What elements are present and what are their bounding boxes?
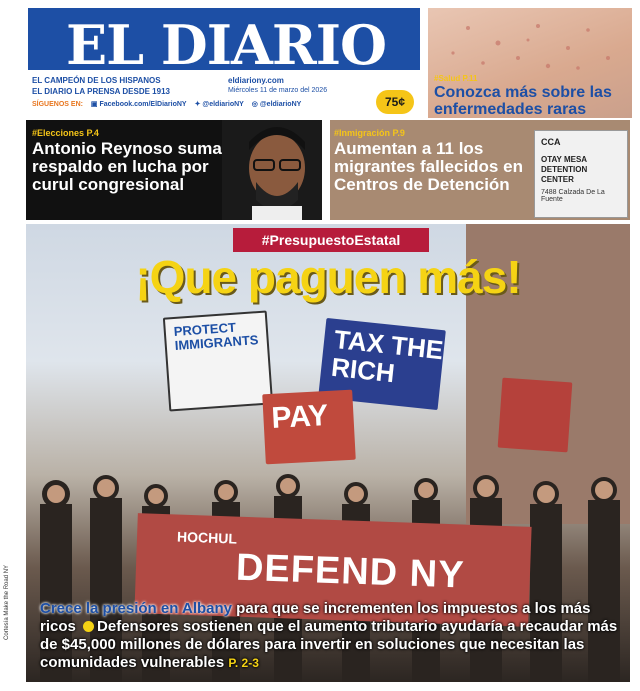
facebook-icon: ▣ — [90, 101, 100, 108]
caption-text-2: ayudaría a recaudar más de $45,000 millones de dólares para invertir en soluciones que necesitan las comunidades vulnerables — [40, 618, 618, 671]
instagram-link[interactable]: ◎ @eldiarioNY — [251, 101, 302, 108]
protest-sign-pay: PAY — [262, 390, 356, 465]
social-links — [32, 100, 307, 108]
price-badge: 75¢ — [376, 90, 414, 114]
social-label: SÍGUENOS EN: — [32, 101, 83, 108]
tagline: EL CAMPEÓN DE LOS HISPANOS — [32, 76, 161, 85]
sign-logo: CCA — [541, 137, 561, 147]
story-elecciones[interactable] — [26, 120, 322, 220]
promo-kicker: #Salud P.11 — [434, 74, 478, 83]
tagline-secondary: EL DIARIO LA PRENSA DESDE 1913 — [32, 87, 170, 96]
twitter-link[interactable]: ✦ @eldiarioNY — [194, 101, 244, 108]
story-kicker: #Inmigración P.9 — [334, 128, 405, 138]
detention-center-sign — [534, 130, 628, 218]
bullet-dot-icon — [83, 621, 94, 632]
website-link[interactable]: eldiariony.com — [228, 76, 284, 85]
twitter-icon: ✦ — [194, 101, 203, 108]
caption-highlight: Crece la presión en Albany — [40, 600, 233, 617]
caption-text: para que se incrementen los impuestos a los más ricos — [40, 600, 591, 635]
caption-lead-in: Defensores sostienen que el aumento tributario — [97, 618, 438, 635]
newspaper-logo: EL DIARIO — [66, 13, 387, 77]
lead-headline: ¡Que paguen más! — [135, 251, 521, 303]
instagram-icon: ◎ — [251, 101, 260, 108]
promo-title: Conozca más sobre las enfermedades raras — [434, 84, 612, 118]
page-bottom-margin — [0, 682, 640, 691]
protest-sign-tax-the-rich: TAX THE RICH — [318, 318, 446, 410]
story-headline: Aumentan a 11 los migrantes fallecidos en Centros de Detención — [334, 139, 523, 194]
banner-top-text: HOCHUL — [176, 528, 238, 547]
issue-date: Miércoles 11 de marzo del 2026 — [228, 87, 328, 94]
banner-main-text: DEFEND NY — [235, 546, 466, 597]
photo-credit: Cortesía Make the Road NY — [4, 564, 10, 640]
protest-sign-protect-immigrants: PROTECT IMMIGRANTS — [163, 310, 273, 411]
sign-address: 7488 Calzada De La Fuente — [541, 189, 605, 203]
section-hashtag: #PresupuestoEstatal — [233, 228, 429, 252]
logo-banner — [28, 8, 420, 77]
candidate-portrait — [222, 120, 322, 220]
story-headline: Antonio Reynoso suma respaldo en lucha por curul congresional — [32, 139, 222, 194]
protest-sign-red — [498, 378, 573, 453]
lead-caption — [40, 600, 620, 672]
story-kicker: #Elecciones P.4 — [32, 128, 99, 138]
facebook-link[interactable]: ▣ Facebook.com/ElDiarioNY — [90, 101, 187, 108]
sign-name: OTAY MESA DETENTION CENTER — [541, 155, 588, 184]
promo-box[interactable] — [428, 8, 632, 118]
story-inmigracion[interactable] — [330, 120, 630, 220]
page-reference[interactable]: P. 2-3 — [228, 656, 259, 670]
